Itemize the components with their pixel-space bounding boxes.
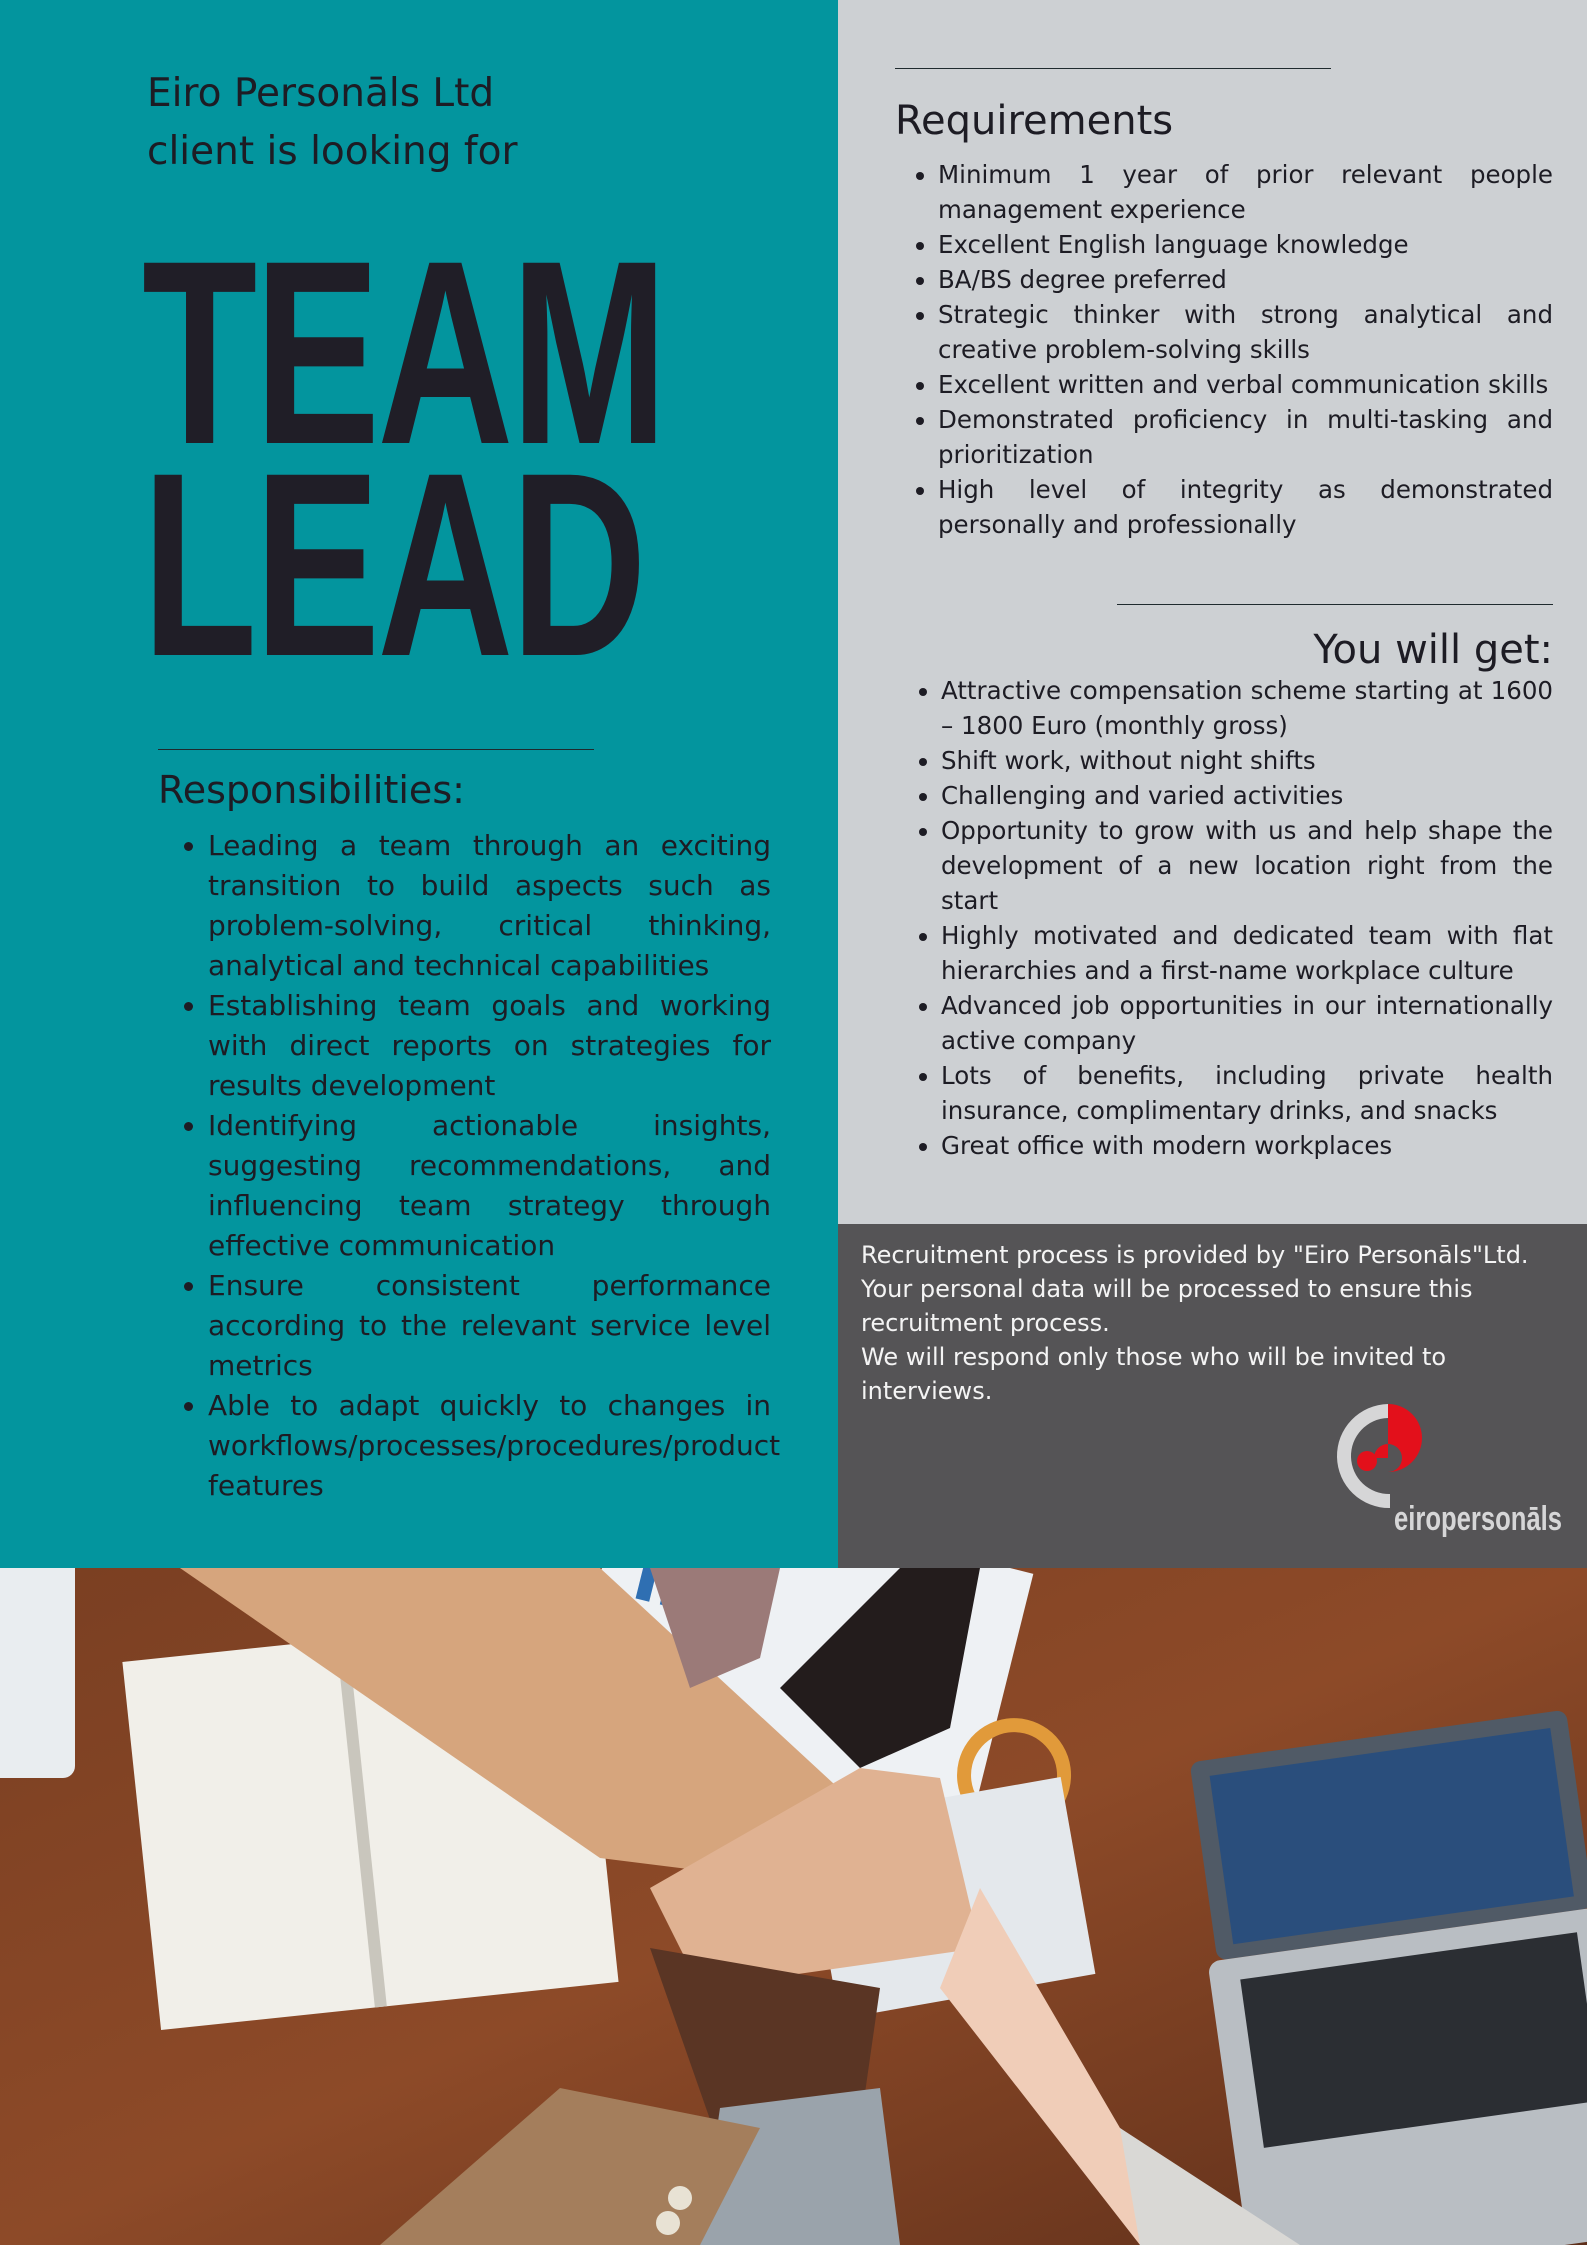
benefit-item: • Shift work, without night shifts	[941, 743, 1553, 778]
requirement-item: • Strategic thinker with strong analytical and creative problem-solving skills	[938, 297, 1553, 367]
notice-line: We will respond only those who will be invited to interviews.	[861, 1343, 1447, 1405]
responsibilities-list	[158, 826, 781, 1506]
benefits-list	[895, 673, 1553, 1163]
job-title-line-2: LEAD	[142, 418, 644, 711]
intro-looking-for: client is looking for	[147, 129, 518, 174]
intro-text	[147, 65, 787, 181]
requirement-item: • Excellent written and verbal communication skills	[938, 367, 1553, 402]
responsibilities-heading: Responsibilities:	[158, 768, 465, 812]
requirement-item: • Minimum 1 year of prior relevant people management experience	[938, 157, 1553, 227]
benefits-divider	[1117, 604, 1553, 605]
notice-line: Your personal data will be processed to ensure this recruitment process.	[861, 1275, 1473, 1337]
requirement-item: • Demonstrated proficiency in multi-tasking and prioritization	[938, 402, 1553, 472]
logo-wordmark: eiropersonāls	[1394, 1500, 1562, 1538]
benefit-item: • Lots of benefits, including private health insurance, complimentary drinks, and snacks	[941, 1058, 1553, 1128]
requirement-item: • Excellent English language knowledge	[938, 227, 1553, 262]
responsibility-item: • Identifying actionable insights, suggesting recommendations, and influencing team strategy through effective communication	[208, 1106, 771, 1266]
requirements-heading: Requirements	[895, 98, 1174, 144]
responsibility-item: • Leading a team through an exciting transition to build aspects such as problem-solving, critical thinking, analytical and technical capabilities	[208, 826, 771, 986]
notice-line: Recruitment process is provided by "Eiro Personāls"Ltd.	[861, 1241, 1529, 1269]
responsibility-item: • Establishing team goals and working with direct reports on strategies for results development	[208, 986, 771, 1106]
benefit-item: • Challenging and varied activities	[941, 778, 1553, 813]
logo-red-dot-icon	[1357, 1451, 1377, 1471]
team-hands-photo	[0, 1568, 1587, 2245]
benefit-item: • Advanced job opportunities in our internationally active company	[941, 988, 1553, 1058]
responsibilities-divider	[158, 749, 594, 750]
requirements-divider	[895, 68, 1331, 69]
benefits-heading: You will get:	[1313, 627, 1553, 673]
benefit-item: • Opportunity to grow with us and help shape the development of a new location right from the start	[941, 813, 1553, 918]
requirements-list	[895, 157, 1553, 542]
responsibility-item: • Able to adapt quickly to changes in workflows/processes/procedures/product features	[208, 1386, 771, 1506]
job-title-line-1: TEAM	[142, 206, 665, 499]
benefit-item: • Attractive compensation scheme starting at 1600 – 1800 Euro (monthly gross)	[941, 673, 1553, 743]
requirement-item: • High level of integrity as demonstrated personally and professionally	[938, 472, 1553, 542]
recruitment-notice	[861, 1238, 1571, 1408]
requirement-item: • BA/BS degree preferred	[938, 262, 1553, 297]
responsibility-item: • Ensure consistent performance according to the relevant service level metrics	[208, 1266, 771, 1386]
eiropersonals-logo	[1318, 1402, 1564, 1538]
benefit-item: • Great office with modern workplaces	[941, 1128, 1553, 1163]
intro-company: Eiro Personāls Ltd	[147, 71, 495, 116]
benefit-item: • Highly motivated and dedicated team with flat hierarchies and a first-name workplace culture	[941, 918, 1553, 988]
